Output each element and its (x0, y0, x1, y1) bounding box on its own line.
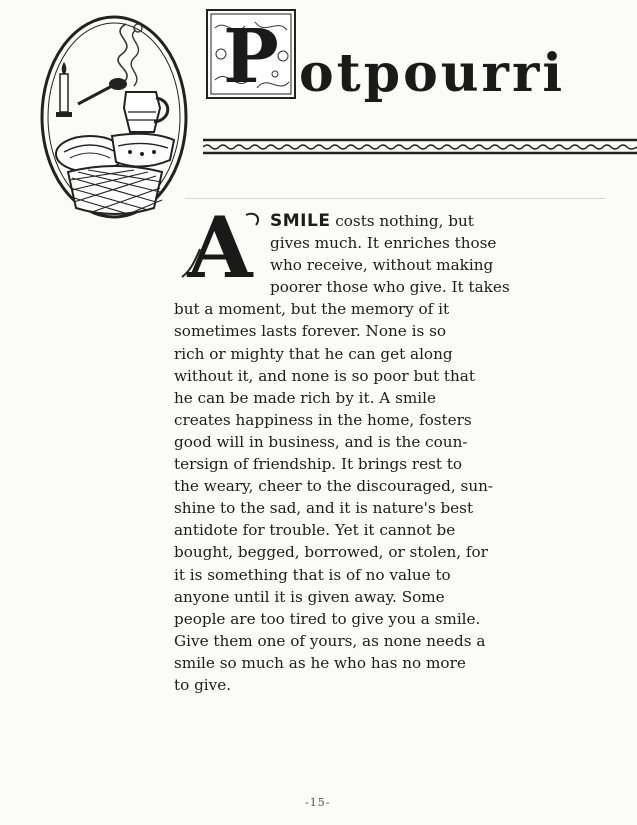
text-line: bought, begged, borrowed, or stolen, for (174, 543, 488, 562)
text-line: shine to the sad, and it is nature's best (174, 499, 474, 518)
decorative-rule (203, 137, 637, 157)
text-line: Give them one of yours, as none needs a (174, 631, 486, 650)
lead-word: SMILE (270, 211, 331, 231)
faint-divider (185, 198, 605, 199)
text-line: people are too tired to give you a smile. (174, 609, 481, 628)
text-line: sometimes lasts forever. None is so (174, 322, 447, 341)
text-line: without it, and none is so poor but that (174, 366, 475, 385)
text-line: he can be made rich by it. A smile (174, 388, 436, 407)
text-line: good will in business, and is the coun- (174, 432, 468, 451)
title-initial-letter: P (223, 14, 279, 100)
text-line: poorer those who give. It takes (270, 278, 510, 297)
dropcap-text: A (187, 205, 253, 285)
text-line: the weary, cheer to the discouraged, sun- (174, 477, 494, 496)
text-line: to give. (174, 675, 232, 694)
text-line: rich or mighty that he can get along (174, 344, 453, 363)
text-line: tersign of friendship. It brings rest to (174, 455, 463, 474)
text-line-fragment: costs nothing, but (330, 212, 474, 230)
page-title (205, 8, 605, 108)
title-text: otpourri (299, 43, 566, 104)
illuminated-initial-p (205, 8, 297, 100)
page-number: -15- (305, 796, 331, 809)
article-body (174, 210, 566, 696)
text-line: who receive, without making (270, 256, 494, 275)
text-line: smile so much as he who has no more (174, 653, 466, 672)
text-line: it is something that is of no value to (174, 565, 451, 584)
text-line: but a moment, but the memory of it (174, 300, 450, 319)
text-line: anyone until it is given away. Some (174, 587, 445, 606)
text-line (174, 210, 566, 232)
text-line: gives much. It enriches those (270, 234, 497, 253)
text-line: creates happiness in the home, fosters (174, 410, 472, 429)
text-line: antidote for trouble. Yet it cannot be (174, 521, 456, 540)
potpourri-vignette-illustration (38, 12, 190, 222)
